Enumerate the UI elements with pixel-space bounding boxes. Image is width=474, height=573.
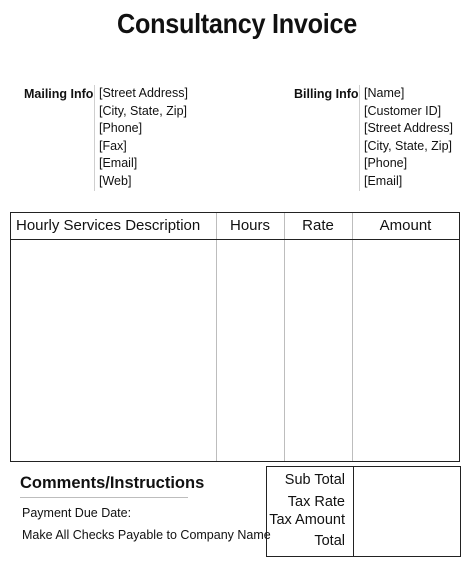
billing-info-list bbox=[359, 85, 453, 191]
mailing-phone: [Phone] bbox=[99, 121, 143, 136]
mailing-fax: [Fax] bbox=[99, 138, 127, 153]
billing-city-state-zip: [City, State, Zip] bbox=[364, 138, 452, 153]
billing-name: [Name] bbox=[364, 86, 405, 100]
tax-rate-label: Tax Rate bbox=[287, 494, 345, 510]
billing-phone: [Phone] bbox=[364, 156, 408, 171]
comments-instructions-heading: Comments/Instructions bbox=[20, 474, 188, 498]
hourly-services-table bbox=[10, 212, 460, 462]
rate-column-divider bbox=[284, 213, 285, 461]
sub-total-label: Sub Total bbox=[284, 472, 345, 488]
total-label: Total bbox=[314, 533, 345, 549]
billing-email: [Email] bbox=[364, 173, 403, 188]
mailing-web: [Web] bbox=[99, 173, 132, 188]
billing-info-label: Billing Info bbox=[294, 87, 359, 101]
checks-payable-note: Make All Checks Payable to Company Name bbox=[22, 528, 271, 542]
invoice-title: Consultancy Invoice bbox=[117, 8, 357, 39]
header-hours: Hours bbox=[229, 217, 270, 234]
mailing-city-state-zip: [City, State, Zip] bbox=[99, 103, 187, 118]
hours-column-divider bbox=[216, 213, 217, 461]
table-header-row bbox=[11, 213, 459, 240]
billing-customer-id: [Customer ID] bbox=[364, 103, 442, 118]
totals-box bbox=[266, 466, 461, 557]
billing-street-address: [Street Address] bbox=[364, 121, 453, 136]
header-rate: Rate bbox=[302, 217, 334, 234]
mailing-info-label: Mailing Info bbox=[24, 87, 94, 101]
totals-divider bbox=[353, 467, 354, 556]
amount-column-divider bbox=[352, 213, 353, 461]
mailing-info-list bbox=[94, 85, 188, 191]
payment-due-date: Payment Due Date: bbox=[22, 506, 132, 520]
mailing-street-address: [Street Address] bbox=[99, 86, 188, 100]
mailing-email: [Email] bbox=[99, 156, 138, 171]
header-amount: Amount bbox=[379, 217, 432, 234]
tax-amount-label: Tax Amount bbox=[269, 512, 345, 528]
header-description: Hourly Services Description bbox=[16, 217, 201, 234]
